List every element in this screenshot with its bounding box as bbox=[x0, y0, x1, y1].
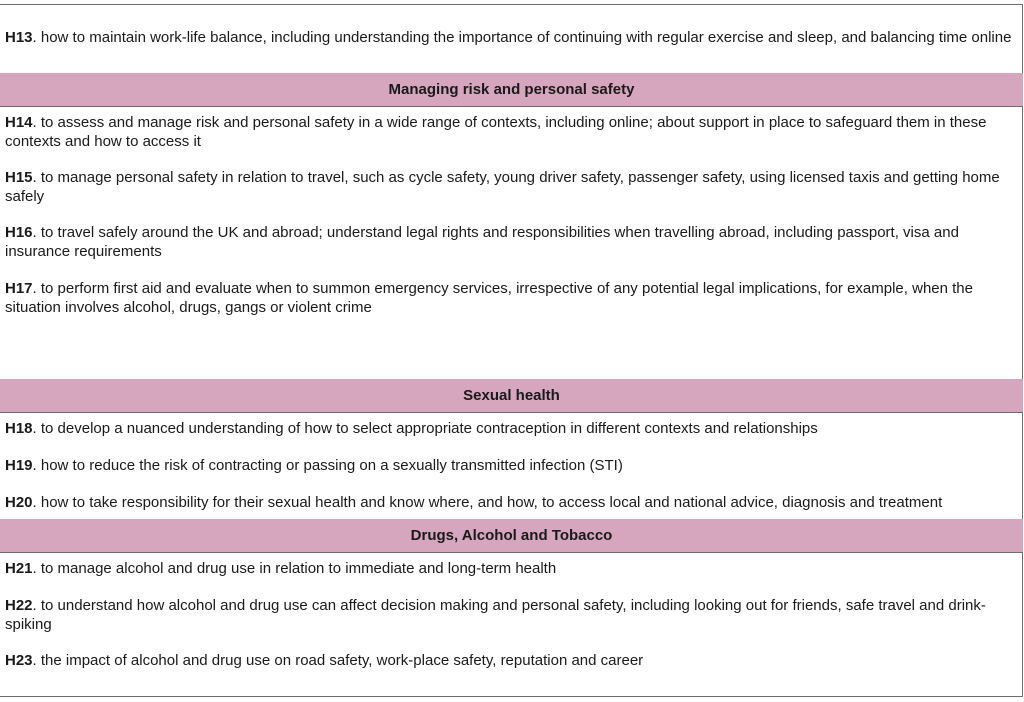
item-code: H22 bbox=[5, 597, 33, 614]
list-item bbox=[5, 560, 1017, 579]
item-text: . to assess and manage risk and personal safety in a wide range of contexts, including online; about support in place to safeguard them in these contexts and how to access it bbox=[5, 114, 987, 150]
item-code: H20 bbox=[5, 494, 33, 511]
section-header-risk bbox=[0, 73, 1023, 107]
list-item bbox=[5, 280, 1017, 317]
section-title: Managing risk and personal safety bbox=[388, 81, 635, 98]
item-code: H21 bbox=[5, 560, 33, 577]
item-text: . to understand how alcohol and drug use can affect decision making and personal safety, including looking out for friends, safe travel and drink-spiking bbox=[5, 597, 986, 633]
sexual-health-cell bbox=[0, 413, 1023, 520]
list-item bbox=[5, 597, 1017, 634]
section-title: Drugs, Alcohol and Tobacco bbox=[410, 527, 613, 544]
item-text: . to manage personal safety in relation to travel, such as cycle safety, young driver safety, passenger safety, using licensed taxis and getting home safely bbox=[5, 169, 1000, 205]
list-item bbox=[5, 494, 1017, 513]
item-text: . the impact of alcohol and drug use on road safety, work-place safety, reputation and career bbox=[32, 652, 644, 669]
item-code: H23 bbox=[5, 652, 33, 669]
item-code: H17 bbox=[5, 280, 33, 297]
item-text: . how to reduce the risk of contracting or passing on a sexually transmitted infection (STI) bbox=[32, 457, 623, 474]
item-code: H13 bbox=[5, 29, 33, 46]
item-code: H19 bbox=[5, 457, 33, 474]
item-text: . to perform first aid and evaluate when to summon emergency services, irrespective of any potential legal implications, for example, when the situation involves alcohol, drugs, gangs or violent crime bbox=[5, 280, 973, 316]
item-code: H18 bbox=[5, 420, 33, 437]
intro-cell bbox=[0, 5, 1023, 74]
drugs-cell bbox=[0, 553, 1023, 696]
section-header-sexual-health bbox=[0, 379, 1023, 413]
list-item bbox=[5, 652, 1017, 671]
item-text: . to travel safely around the UK and abroad; understand legal rights and responsibilities when travelling abroad, including passport, visa and insurance requirements bbox=[5, 224, 959, 260]
section-title: Sexual health bbox=[463, 387, 560, 404]
item-code: H15 bbox=[5, 169, 33, 186]
list-item bbox=[5, 457, 1017, 476]
risk-cell bbox=[0, 107, 1023, 380]
list-item bbox=[5, 169, 1017, 206]
item-text: . to develop a nuanced understanding of how to select appropriate contraception in different contexts and relationships bbox=[32, 420, 818, 437]
list-item bbox=[5, 29, 1017, 48]
item-text: . how to maintain work-life balance, including understanding the importance of continuing with regular exercise and sleep, and balancing time online bbox=[32, 29, 1012, 46]
item-text: . to manage alcohol and drug use in relation to immediate and long-term health bbox=[32, 560, 557, 577]
list-item bbox=[5, 114, 1017, 151]
item-code: H14 bbox=[5, 114, 33, 131]
list-item bbox=[5, 224, 1017, 261]
item-text: . how to take responsibility for their sexual health and know where, and how, to access local and national advice, diagnosis and treatment bbox=[32, 494, 943, 511]
section-header-drugs bbox=[0, 519, 1023, 553]
item-code: H16 bbox=[5, 224, 33, 241]
list-item bbox=[5, 420, 1017, 439]
